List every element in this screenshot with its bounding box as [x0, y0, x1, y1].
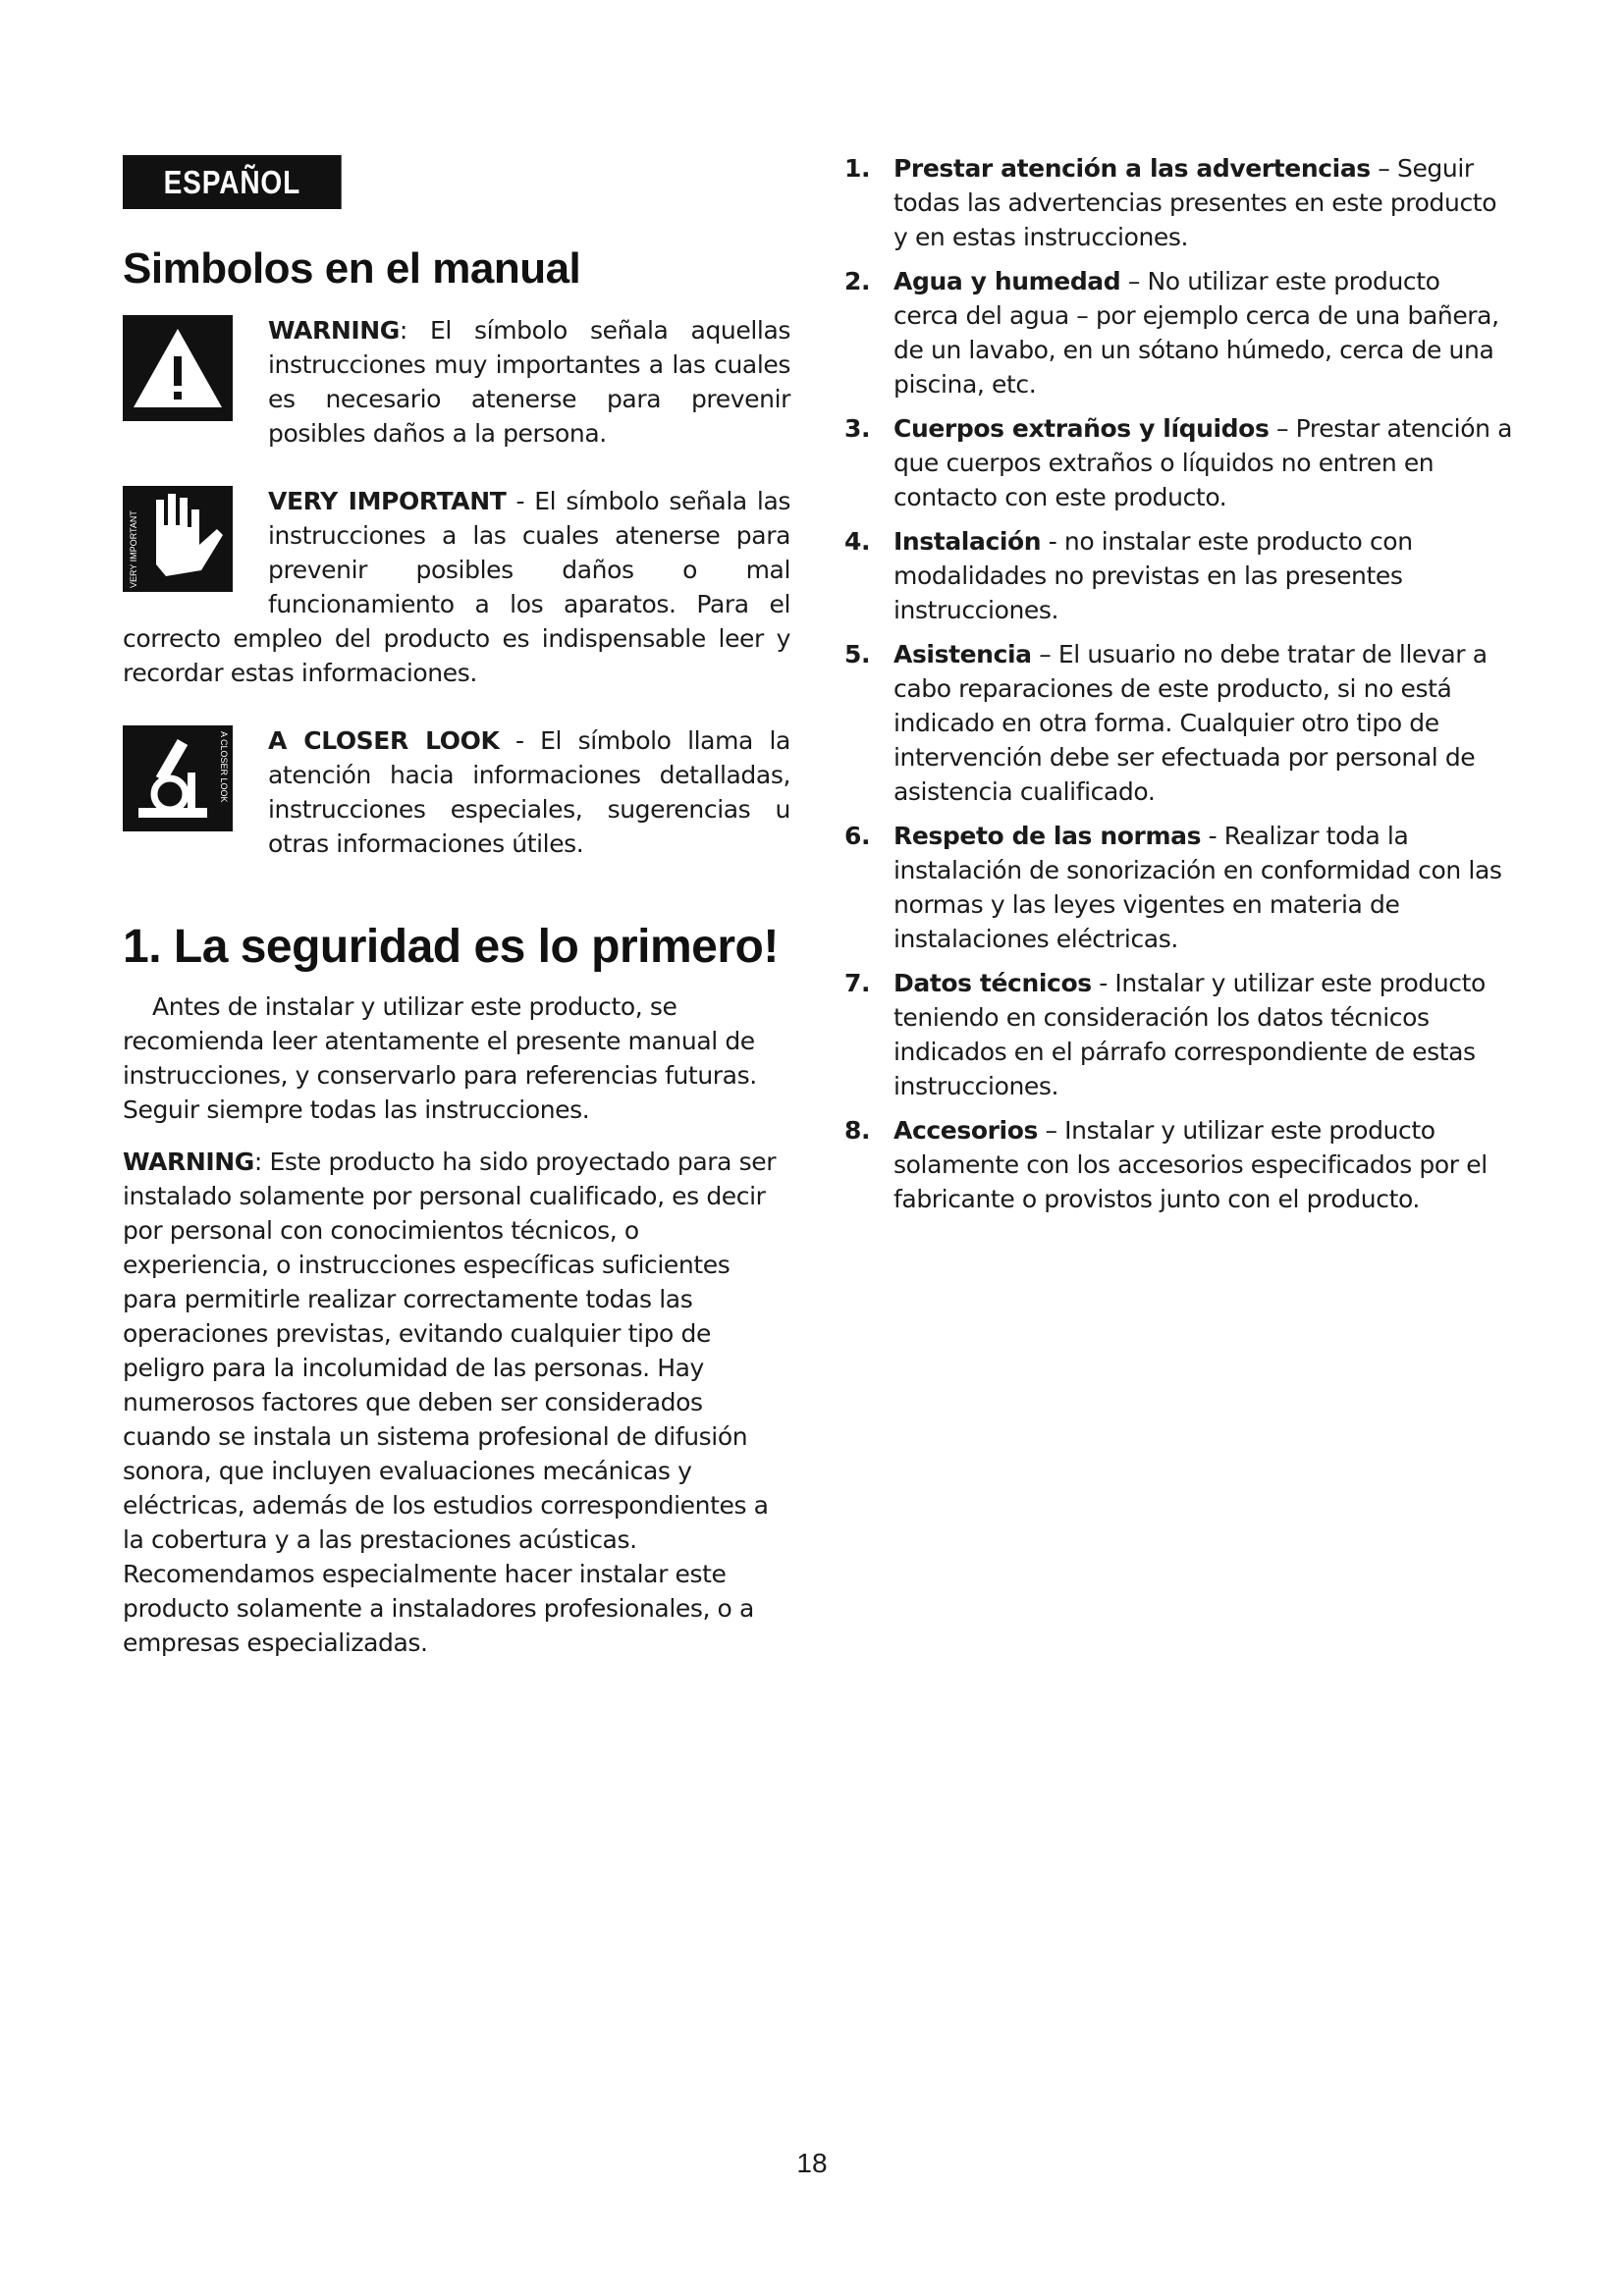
warning-triangle-icon — [123, 315, 233, 421]
list-item: 1. Prestar atención a las advertencias – Seguir todas las advertencias presentes en este producto y en estas instrucciones. — [844, 154, 1497, 251]
symbol-very-important-block — [123, 484, 790, 690]
symbol-very-important-label: VERY IMPORTANT — [268, 487, 507, 515]
symbol-warning-text: WARNING: El símbolo señala aquellas instrucciones muy importantes a las cuales es necesario atenerse para prevenir posibles daños a la persona. — [268, 316, 790, 448]
symbol-closer-look-text: A CLOSER LOOK - El símbolo llama la atención hacia informaciones detalladas, instrucciones especiales, sugerencias u otras informaciones útiles. — [268, 726, 790, 858]
safety-section-title: 1. La seguridad es lo primero! — [123, 921, 779, 973]
safety-intro-text: Antes de instalar y utilizar este producto, se recomienda leer atentamente el presente manual de instrucciones, y conservarlo para referencias futuras. Seguir siempre todas las instrucciones. — [123, 992, 757, 1124]
safety-rules-list — [844, 151, 1512, 1216]
list-item: 5. Asistencia – El usuario no debe tratar de llevar a cabo reparaciones de este producto, si no está indicado en otra forma. Cualquier otro tipo de intervención debe ser efectuada por personal de asistencia cualificado. — [844, 640, 1488, 806]
symbol-closer-look-label: A CLOSER LOOK — [268, 726, 500, 755]
language-badge: ESPAÑOL — [123, 155, 342, 209]
list-item: 3. Cuerpos extraños y líquidos – Prestar atención a que cuerpos extraños o líquidos no entren en contacto con este producto. — [844, 414, 1512, 511]
svg-text:VERY IMPORTANT: VERY IMPORTANT — [129, 510, 138, 588]
list-item: 7. Datos técnicos - Instalar y utilizar este producto teniendo en consideración los datos técnicos indicados en el párrafo correspondiente de estas instrucciones. — [844, 969, 1486, 1100]
symbol-closer-look-block — [123, 723, 790, 861]
safety-warning-label: WARNING — [123, 1148, 254, 1176]
page-number: 18 — [796, 2148, 828, 2178]
safety-warning-text: WARNING: Este producto ha sido proyectado para ser instalado solamente por personal cualificado, es decir por personal con conocimientos técnicos, o experiencia, o instrucciones específicas suficientes para permitirle realizar correctamente todas las operaciones previstas, evitando cualquier tipo de peligro para la incolumidad de las personas. Hay numerosos factores que deben ser considerados cuando se instala un sistema profesional de difusión sonora, que incluyen evaluaciones mecánicas y eléctricas, además de los estudios correspondientes a la cobertura y a las prestaciones acústicas. Recomendamos especialmente hacer instalar este producto solamente a instaladores profesionales, o a empresas especializadas. — [123, 1148, 777, 1657]
symbol-very-important-text: VERY IMPORTANT - El símbolo señala las instrucciones a las cuales atenerse para prevenir posibles daños o mal funcionamiento a los aparatos. Para el correcto empleo del producto es indispensable leer y recordar estas informaciones. — [123, 487, 790, 687]
left-column — [123, 155, 790, 1660]
list-item: 6. Respeto de las normas - Realizar toda la instalación de sonorización en conformidad con las normas y las leyes vigentes en materia de instalaciones eléctricas. — [844, 822, 1502, 953]
list-item: 2. Agua y humedad – No utilizar este producto cerca del agua – por ejemplo cerca de una bañera, de un lavabo, en un sótano húmedo, cerca de una piscina, etc. — [844, 267, 1499, 399]
right-column — [844, 151, 1512, 1226]
svg-text:A CLOSER LOOK: A CLOSER LOOK — [219, 731, 229, 803]
symbol-warning-label: WARNING — [268, 316, 400, 345]
closer-look-microscope-icon — [123, 725, 233, 831]
symbols-section-title: Simbolos en el manual — [123, 244, 581, 293]
very-important-hand-icon — [123, 486, 233, 592]
symbol-warning-block — [123, 313, 790, 451]
list-item: 4. Instalación - no instalar este producto con modalidades no previstas en las presentes instrucciones. — [844, 527, 1413, 624]
list-item: 8. Accesorios – Instalar y utilizar este producto solamente con los accesorios especificados por el fabricante o provistos junto con el producto. — [844, 1116, 1488, 1213]
